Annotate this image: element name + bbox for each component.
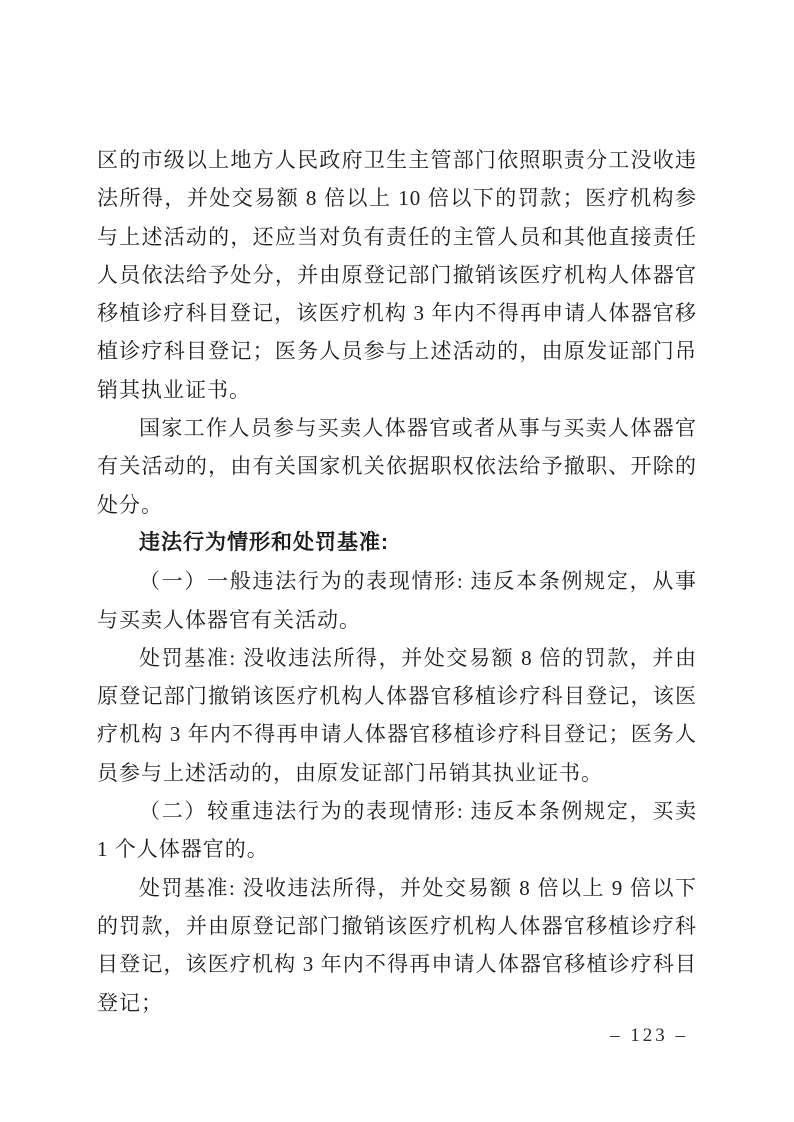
paragraph: 区的市级以上地方人民政府卫生主管部门依照职责分工没收违法所得，并处交易额 8 倍以上 10 倍以下的罚款；医疗机构参与上述活动的，还应当对负有责任的主管人员和其他直接责任人员依法给予处分，并由原登记部门撤销该医疗机构人体器官移植诊疗科目登记，该医疗机构 3 年内不得再申请人体器官移植诊疗科目登记；医务人员参与上述活动的，由原发证部门吊销其执业证书。 [97,148,697,402]
paragraph: 处罚基准: 没收违法所得，并处交易额 8 倍的罚款，并由原登记部门撤销该医疗机构人体器官移植诊疗科目登记，该医疗机构 3 年内不得再申请人体器官移植诊疗科目登记；医务人员参与上述活动的，由原发证部门吊销其执业证书。 [97,645,697,785]
paragraph: 处罚基准: 没收违法所得，并处交易额 8 倍以上 9 倍以下的罚款，并由原登记部门撤销该医疗机构人体器官移植诊疗科目登记，该医疗机构 3 年内不得再申请人体器官移植诊疗科目登记； [97,875,697,1015]
paragraph: （二）较重违法行为的表现情形: 违反本条例规定，买卖 1 个人体器官的。 [97,799,697,862]
page-number: – 123 – [610,1025,688,1046]
section-heading: 违法行为情形和处罚基准: [139,530,389,554]
paragraph: 国家工作人员参与买卖人体器官或者从事与买卖人体器官有关活动的，由有关国家机关依据职权依法给予撤职、开除的处分。 [97,416,697,517]
document-body [97,141,697,1022]
paragraph: （一）一般违法行为的表现情形: 违反本条例规定，从事与买卖人体器官有关活动。 [97,569,697,632]
